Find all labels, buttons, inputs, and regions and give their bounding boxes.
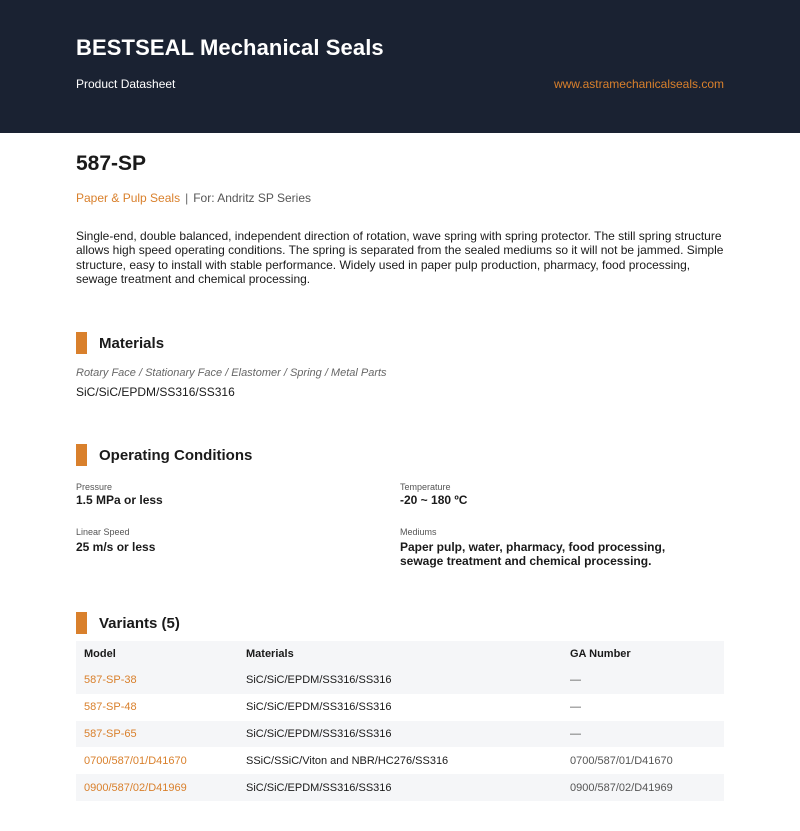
meta-separator: | xyxy=(185,191,189,205)
materials-label: Rotary Face / Stationary Face / Elastomer / Spring / Metal Parts xyxy=(76,367,387,379)
category-link[interactable]: Paper & Pulp Seals xyxy=(76,191,181,205)
table-row xyxy=(76,694,724,721)
table-row xyxy=(76,667,724,694)
website-link[interactable]: www.astramechanicalseals.com xyxy=(553,77,724,91)
variant-ga-number: 0700/587/01/D41670 xyxy=(570,754,673,767)
mediums-value: Paper pulp, water, pharmacy, food processing, sewage treatment and chemical processing. xyxy=(400,540,666,568)
variant-model-link[interactable]: 587-SP-38 xyxy=(76,667,238,694)
table-header-row xyxy=(76,641,724,667)
section-accent-bar xyxy=(76,444,87,466)
variant-ga-number: — xyxy=(570,701,581,714)
pressure-value: 1.5 MPa or less xyxy=(76,493,163,507)
table-row xyxy=(76,721,724,748)
column-header-ga-number: GA Number xyxy=(562,641,724,667)
section-accent-bar xyxy=(76,612,87,634)
product-meta xyxy=(76,191,311,205)
variants-table xyxy=(76,641,724,801)
variant-ga-number: — xyxy=(562,667,724,694)
speed-value: 25 m/s or less xyxy=(76,540,156,554)
brand-title: BESTSEAL Mechanical Seals xyxy=(76,35,384,60)
conditions-heading: Operating Conditions xyxy=(99,447,253,464)
product-description: Single-end, double balanced, independent direction of rotation, wave spring with spring protector. The still spring structure allows high speed operating conditions. The spring is separated from the sealed mediums so it will not be jammed. Simple structure, easy to install with stable performance. Widely used in paper pulp production, pharmacy, food processing, sewage treatment and chemical processing. xyxy=(76,229,724,286)
variant-ga-number: — xyxy=(562,721,724,748)
materials-value: SiC/SiC/EPDM/SS316/SS316 xyxy=(76,385,235,399)
temperature-label: Temperature xyxy=(400,482,451,492)
mediums-label: Mediums xyxy=(400,527,437,537)
compatibility-text: For: Andritz SP Series xyxy=(193,191,312,205)
pressure-label: Pressure xyxy=(76,482,113,492)
variant-materials: SiC/SiC/EPDM/SS316/SS316 xyxy=(238,667,562,694)
speed-label: Linear Speed xyxy=(76,527,130,537)
variant-materials: SiC/SiC/EPDM/SS316/SS316 xyxy=(238,721,562,748)
temperature-value: -20 ~ 180 ºC xyxy=(400,493,468,507)
table-row xyxy=(76,774,724,801)
variant-model-link[interactable]: 587-SP-48 xyxy=(84,701,137,714)
product-code: 587-SP xyxy=(76,152,147,175)
table-row xyxy=(76,747,724,774)
variants-heading: Variants (5) xyxy=(99,615,180,632)
variant-ga-number: 0900/587/02/D41969 xyxy=(562,774,724,801)
section-accent-bar xyxy=(76,332,87,354)
variant-model-link[interactable]: 0700/587/01/D41670 xyxy=(84,754,187,767)
column-header-model: Model xyxy=(76,641,238,667)
materials-heading: Materials xyxy=(99,335,165,352)
variant-model-link[interactable]: 0900/587/02/D41969 xyxy=(76,774,238,801)
datasheet-subtitle: Product Datasheet xyxy=(76,77,176,91)
datasheet-header xyxy=(0,0,800,133)
variant-materials: SSiC/SSiC/Viton and NBR/HC276/SS316 xyxy=(246,754,449,767)
column-header-materials: Materials xyxy=(238,641,562,667)
variant-materials: SiC/SiC/EPDM/SS316/SS316 xyxy=(238,774,562,801)
variant-model-link[interactable]: 587-SP-65 xyxy=(76,721,238,748)
variant-materials: SiC/SiC/EPDM/SS316/SS316 xyxy=(246,701,392,714)
